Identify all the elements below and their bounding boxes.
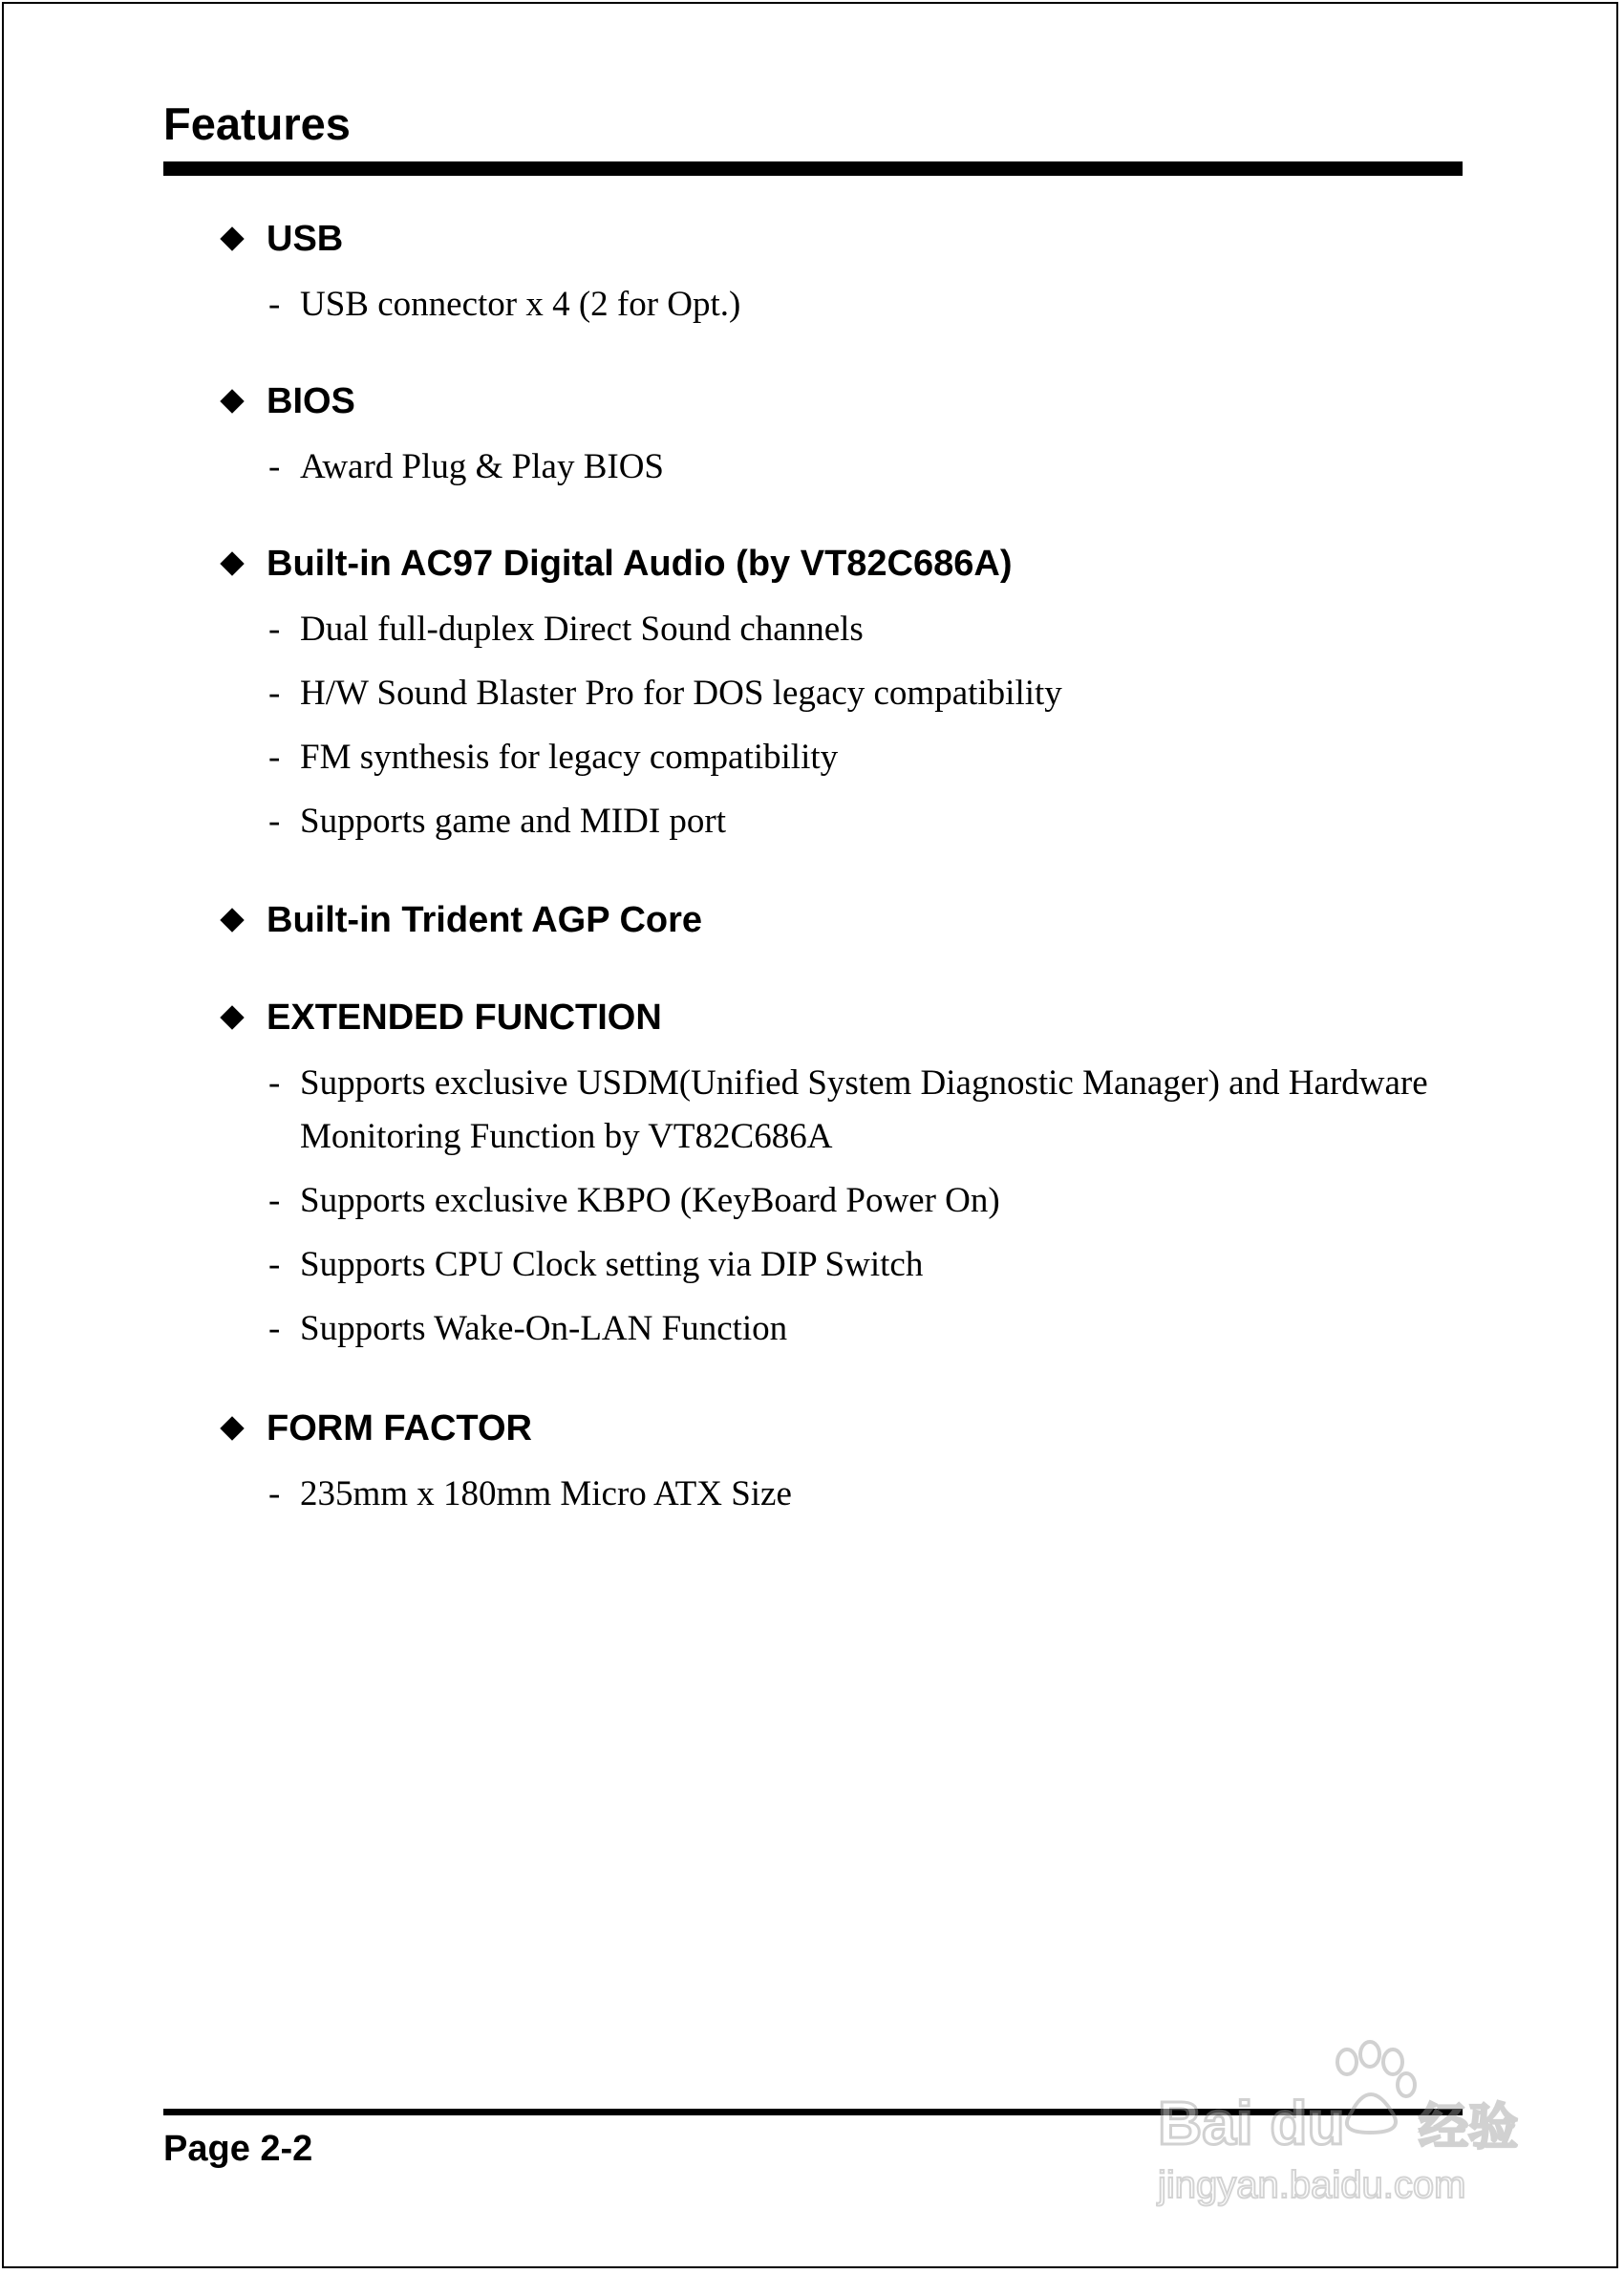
svg-text:经验: 经验 [1419, 2099, 1519, 2156]
diamond-bullet-icon [220, 389, 244, 413]
section-bios [219, 373, 664, 494]
section-audio [219, 535, 1062, 848]
section-usb [219, 210, 740, 332]
list-item: - USB connector x 4 (2 for Opt.) [268, 278, 740, 332]
section-trident [219, 891, 702, 949]
list-item-text: 235mm x 180mm Micro ATX Size [300, 1474, 792, 1513]
list-item: - FM synthesis for legacy compatibility [268, 731, 1062, 784]
list-item: - Supports exclusive USDM(Unified System Diagnostic Manager) and Hardware Monitoring Function by VT82C686A [268, 1057, 1504, 1164]
list-item-text: FM synthesis for legacy compatibility [300, 738, 839, 777]
section-title: USB [267, 218, 344, 259]
section-heading [219, 373, 664, 430]
diamond-bullet-icon [220, 226, 244, 250]
list-item: - Dual full-duplex Direct Sound channels [268, 603, 1062, 656]
list-item-text: Award Plug & Play BIOS [300, 447, 665, 486]
diamond-bullet-icon [220, 551, 244, 575]
svg-text:jingyan.baidu.com: jingyan.baidu.com [1158, 2164, 1466, 2206]
list-item-text: Supports game and MIDI port [300, 802, 726, 841]
diamond-bullet-icon [220, 908, 244, 932]
section-title: BIOS [267, 380, 355, 421]
section-title: FORM FACTOR [267, 1407, 532, 1448]
section-heading [219, 989, 1504, 1046]
header-rule [163, 161, 1463, 176]
list-item-text: USB connector x 4 (2 for Opt.) [300, 285, 741, 324]
section-heading [219, 210, 740, 268]
section-title: Built-in AC97 Digital Audio (by VT82C686A) [267, 543, 1013, 584]
section-form-factor [219, 1400, 792, 1521]
section-title: EXTENDED FUNCTION [267, 997, 662, 1038]
section-extended-function [219, 989, 1504, 1356]
list-item: - Award Plug & Play BIOS [268, 440, 664, 494]
svg-text:Bai du: Bai du [1158, 2089, 1345, 2157]
list-item: - H/W Sound Blaster Pro for DOS legacy compatibility [268, 667, 1062, 720]
list-item-text: Supports Wake-On-LAN Function [300, 1309, 788, 1348]
list-item-text: Dual full-duplex Direct Sound channels [300, 610, 864, 649]
section-title: Built-in Trident AGP Core [267, 899, 703, 940]
list-item-text: Supports exclusive USDM(Unified System Diagnostic Manager) and Hardware Monitoring Function by VT82C686A [300, 1063, 1428, 1156]
list-item-text: Supports CPU Clock setting via DIP Switch [300, 1245, 924, 1284]
list-item: - Supports Wake-On-LAN Function [268, 1302, 1504, 1356]
page-title: Features [163, 98, 351, 149]
footer-rule [163, 2109, 1463, 2115]
diamond-bullet-icon [220, 1005, 244, 1029]
section-heading [219, 891, 702, 949]
list-item: - Supports CPU Clock setting via DIP Switch [268, 1238, 1504, 1292]
section-heading [219, 1400, 792, 1457]
list-item: - Supports exclusive KBPO (KeyBoard Power On) [268, 1174, 1504, 1228]
list-item: - 235mm x 180mm Micro ATX Size [268, 1468, 792, 1521]
list-item-text: Supports exclusive KBPO (KeyBoard Power On) [300, 1181, 1000, 1220]
diamond-bullet-icon [220, 1416, 244, 1440]
list-item: - Supports game and MIDI port [268, 795, 1062, 848]
list-item-text: H/W Sound Blaster Pro for DOS legacy compatibility [300, 674, 1062, 713]
page-number: Page 2-2 [163, 2129, 313, 2169]
section-heading [219, 535, 1062, 592]
